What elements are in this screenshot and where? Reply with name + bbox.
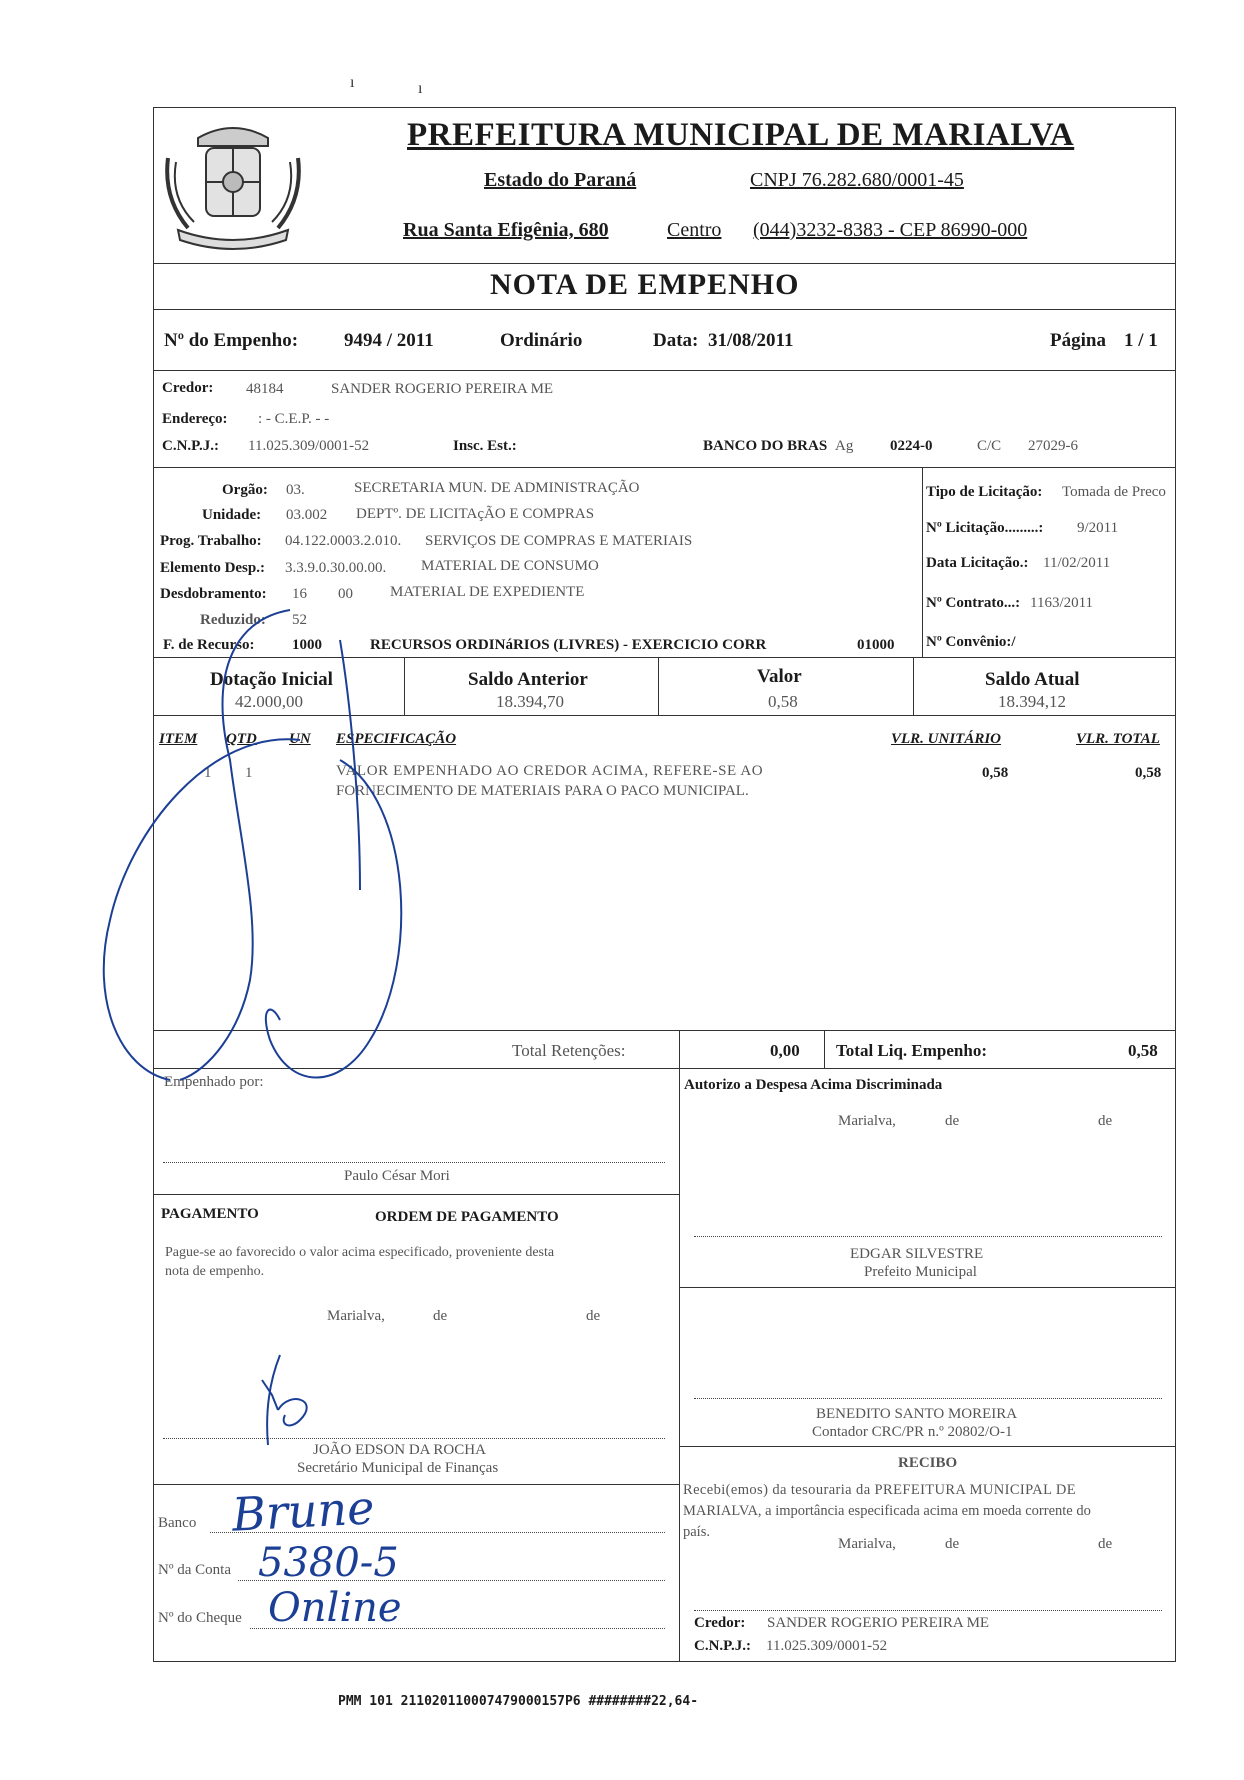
licitacao-date: 11/02/2011 [1043, 555, 1111, 571]
convenio-label: Nº Convênio:/ [926, 634, 1016, 650]
item-spec-line1: VALOR EMPENHADO AO CREDOR ACIMA, REFERE-SE AO [336, 763, 764, 779]
prefeito-name: EDGAR SILVESTRE [850, 1246, 984, 1262]
de-label: de [1098, 1113, 1113, 1129]
desdob-label: Desdobramento: [160, 586, 267, 602]
page-number: 1 / 1 [1124, 330, 1158, 351]
recibo-line2: MARIALVA, a importância especificada acima em moeda corrente do [683, 1503, 1091, 1519]
col-spec: ESPECIFICAÇÃO [336, 731, 457, 747]
footer-code: PMM 101 211020110007479000157P6 ########22,64- [338, 1694, 699, 1709]
contador-name: BENEDITO SANTO MOREIRA [816, 1406, 1018, 1422]
recibo-line1: Recebi(emos) da tesouraria da PREFEITURA MUNICIPAL DE [683, 1482, 1077, 1498]
divider [153, 1484, 679, 1485]
secretario-name: JOÃO EDSON DA ROCHA [313, 1442, 486, 1458]
desdob-code2: 00 [338, 586, 353, 602]
signature-scribble-icon [90, 600, 450, 1120]
saldo-anterior-label: Saldo Anterior [468, 669, 588, 690]
liq-value: 0,58 [1128, 1041, 1158, 1060]
cnpj-header: CNPJ 76.282.680/0001-45 [750, 169, 964, 191]
secretario-title: Secretário Municipal de Finanças [297, 1460, 499, 1476]
frame-top [153, 107, 1176, 108]
licitacao-date-label: Data Licitação.: [926, 555, 1029, 571]
cnpj-label: C.N.P.J.: [162, 438, 219, 454]
ordem-label: ORDEM DE PAGAMENTO [375, 1209, 559, 1225]
address-label: Rua Santa Efigênia, 680 [403, 219, 609, 241]
orgao-name: SECRETARIA MUN. DE ADMINISTRAÇÃO [354, 480, 640, 496]
empenho-type: Ordinário [500, 330, 583, 351]
de-label: de [945, 1536, 960, 1552]
col-qtd: QTD [226, 731, 257, 747]
divider-v [679, 1068, 680, 1661]
divider [153, 1194, 679, 1195]
empenho-date: 31/08/2011 [708, 330, 794, 351]
recurso-code: 1000 [292, 637, 322, 653]
desdob-code1: 16 [292, 586, 307, 602]
prefeito-title: Prefeito Municipal [864, 1264, 977, 1280]
item-number: 1 [204, 765, 212, 781]
tipo-licitacao: Tomada de Preco [1062, 484, 1166, 500]
place-label: Marialva, [327, 1308, 385, 1324]
col-item: ITEM [159, 731, 198, 747]
divider [153, 263, 1176, 264]
divider [153, 309, 1176, 310]
dotacao-label: Dotação Inicial [210, 669, 333, 690]
recurso-num: 01000 [857, 637, 895, 653]
col-total: VLR. TOTAL [1076, 731, 1160, 747]
insc-label: Insc. Est.: [453, 438, 517, 454]
retencoes-label: Total Retenções: [512, 1041, 626, 1060]
divider [153, 370, 1176, 371]
credor-name: SANDER ROGERIO PEREIRA ME [331, 381, 554, 397]
de-label: de [1098, 1536, 1113, 1552]
phone-cep: (044)3232-8383 - CEP 86990-000 [753, 219, 1028, 241]
credor-code: 48184 [246, 381, 284, 397]
elemento-name: MATERIAL DE CONSUMO [421, 558, 599, 574]
col-unit: VLR. UNITÁRIO [891, 731, 1002, 747]
recibo-line3: país. [683, 1524, 710, 1540]
pagamento-label: PAGAMENTO [161, 1206, 259, 1222]
page-label: Página [1050, 330, 1106, 351]
place-label: Marialva, [838, 1536, 896, 1552]
empenho-number-label: Nº do Empenho: [164, 330, 299, 351]
valor-label: Valor [757, 666, 802, 687]
col-un: UN [289, 731, 311, 747]
recurso-name: RECURSOS ORDINáRIOS (LIVRES) - EXERCICIO CORR [370, 637, 767, 653]
empenho-number: 9494 / 2011 [344, 330, 434, 351]
saldo-atual-label: Saldo Atual [985, 669, 1080, 690]
divider [153, 467, 1176, 468]
autorizo-label: Autorizo a Despesa Acima Discriminada [684, 1077, 943, 1093]
divider-v [824, 1030, 825, 1068]
retencoes-value: 0,00 [770, 1041, 800, 1060]
dotacao-value: 42.000,00 [235, 692, 303, 711]
saldo-atual-value: 18.394,12 [998, 692, 1066, 711]
unidade-label: Unidade: [202, 507, 262, 523]
handwritten-cheque: Online [268, 1585, 402, 1631]
address-field-label: Endereço: [162, 411, 228, 427]
account-label: C/C [977, 438, 1002, 454]
state-label: Estado do Paraná [484, 169, 637, 191]
elemento-label: Elemento Desp.: [160, 560, 265, 576]
contrato-label: Nº Contrato...: [926, 595, 1021, 611]
signature-line [694, 1610, 1162, 1611]
signature-line [163, 1438, 665, 1439]
de-label: de [586, 1308, 601, 1324]
pague-line2: nota de empenho. [165, 1264, 265, 1279]
coat-of-arms-icon [158, 118, 308, 258]
initials-signature-icon [250, 1350, 330, 1450]
empenhado-label: Empenhado por: [164, 1074, 264, 1090]
valor-value: 0,58 [768, 692, 798, 711]
empenho-date-label: Data: [653, 330, 699, 351]
credor-label: Credor: [162, 380, 214, 396]
de-label: de [945, 1113, 960, 1129]
cnpj-value: 11.025.309/0001-52 [248, 438, 370, 454]
bank-name: BANCO DO BRAS [703, 438, 828, 454]
divider [679, 1446, 1176, 1447]
scan-mark: ı [418, 80, 423, 97]
contrato-number: 1163/2011 [1030, 595, 1094, 611]
agency-label: Ag [835, 438, 854, 454]
municipality-title: PREFEITURA MUNICIPAL DE MARIALVA [407, 117, 1075, 153]
unidade-code: 03.002 [286, 507, 328, 523]
agency-value: 0224-0 [890, 438, 933, 454]
desdob-name: MATERIAL DE EXPEDIENTE [390, 584, 585, 600]
divider-v [658, 657, 659, 715]
licitacao-number: 9/2011 [1077, 520, 1119, 536]
handwritten-conta: 5380-5 [258, 1540, 399, 1586]
handwritten-banco: Brune [230, 1480, 376, 1542]
account-value: 27029-6 [1028, 438, 1078, 454]
item-total-value: 0,58 [1135, 765, 1162, 781]
item-unit-value: 0,58 [982, 765, 1009, 781]
pague-line1: Pague-se ao favorecido o valor acima especificado, proveniente desta [165, 1245, 555, 1260]
frame-bottom [153, 1661, 1176, 1662]
tipo-licitacao-label: Tipo de Licitação: [926, 484, 1043, 500]
signature-line [163, 1162, 665, 1163]
document-title: NOTA DE EMPENHO [490, 268, 800, 301]
divider-v [679, 1030, 680, 1068]
prog-name: SERVIÇOS DE COMPRAS E MATERIAIS [425, 533, 693, 549]
reduzido-value: 52 [292, 612, 307, 628]
prog-code: 04.122.0003.2.010. [285, 533, 402, 549]
place-label: Marialva, [838, 1113, 896, 1129]
prog-label: Prog. Trabalho: [160, 533, 262, 549]
contador-title: Contador CRC/PR n.º 20802/O-1 [812, 1424, 1013, 1440]
recibo-cnpj: 11.025.309/0001-52 [766, 1638, 888, 1654]
licitacao-number-label: Nº Licitação.........: [926, 520, 1044, 536]
saldo-anterior-value: 18.394,70 [496, 692, 564, 711]
recurso-label: F. de Recurso: [163, 637, 255, 653]
signature-line [694, 1398, 1162, 1399]
elemento-code: 3.3.9.0.30.00.00. [285, 560, 387, 576]
item-spec-line2: FORNECIMENTO DE MATERIAIS PARA O PACO MUNICIPAL. [336, 783, 749, 799]
reduzido-label: Reduzido: [200, 612, 266, 628]
item-qtd: 1 [245, 765, 253, 781]
divider [679, 1287, 1176, 1288]
de-label: de [433, 1308, 448, 1324]
recibo-label: RECIBO [898, 1455, 958, 1471]
signature-line [694, 1236, 1162, 1237]
frame-right [1175, 107, 1176, 1662]
recibo-cnpj-label: C.N.P.J.: [694, 1638, 751, 1654]
address-value: : - C.E.P. - - [258, 411, 330, 427]
recibo-credor-name: SANDER ROGERIO PEREIRA ME [767, 1615, 990, 1631]
orgao-label: Orgão: [222, 482, 268, 498]
cheque-label: Nº do Cheque [158, 1610, 242, 1626]
liq-label: Total Liq. Empenho: [836, 1041, 987, 1060]
unidade-name: DEPTº. DE LICITAçÃO E COMPRAS [356, 506, 595, 522]
recibo-credor-label: Credor: [694, 1615, 746, 1631]
empenhado-name: Paulo César Mori [344, 1168, 450, 1184]
divider-v [922, 467, 923, 657]
district-label: Centro [667, 219, 722, 241]
divider-v [913, 657, 914, 715]
orgao-code: 03. [286, 482, 305, 498]
conta-label: Nº da Conta [158, 1562, 231, 1578]
scan-mark: ı [350, 74, 355, 91]
banco-label: Banco [158, 1515, 197, 1531]
